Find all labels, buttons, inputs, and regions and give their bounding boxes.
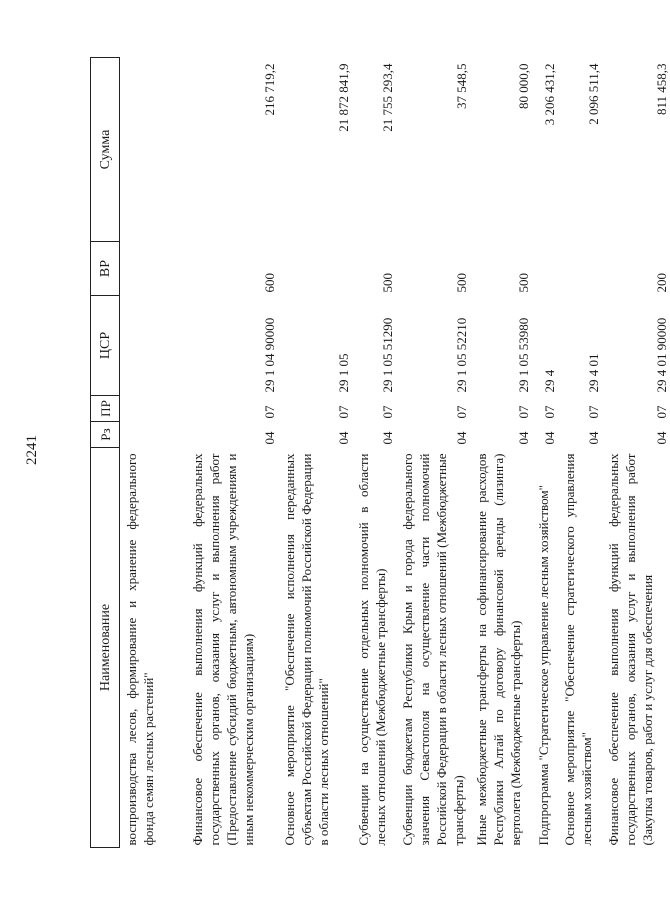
row-csr: 29 1 05 52210 [454,317,469,393]
row-sum: 3 206 431,2 [542,63,557,126]
row-vr [278,242,352,296]
row-pr: 07 [454,405,469,419]
row-rz: 04 [262,431,277,445]
row-sum [120,58,187,242]
row-sum: 37 548,5 [454,63,469,109]
row-csr: 29 4 01 90000 [654,317,669,393]
row-sum: 216 719,2 [262,63,277,116]
row-vr: 600 [262,273,277,293]
table-row [186,58,278,848]
row-name: Основное мероприятие "Обеспечение стратегического управления лесным хозяйством" [562,453,594,846]
table-row [396,58,470,848]
table-row [558,58,602,848]
page-number: 2241 [24,435,40,465]
row-sum: 811 458,3 [654,63,669,116]
table-header-row [91,58,120,848]
header-pr: ПР [91,396,120,422]
header-name: Наименование [91,448,120,848]
table-row [352,58,396,848]
row-csr: 29 4 [542,369,557,393]
budget-table [90,57,670,848]
row-rz: 04 [654,431,669,445]
rotated-page [90,58,669,848]
row-rz [120,422,187,448]
row-vr: 500 [380,273,395,293]
table-row [602,58,670,848]
row-pr: 07 [516,405,531,419]
header-csr: ЦСР [91,296,120,396]
row-sum: 21 755 293,4 [380,63,395,132]
row-pr: 07 [542,405,557,419]
row-rz: 04 [586,431,601,445]
row-name: Финансовое обеспечение выполнения функций федеральных государственных органов, оказания услуг и выполнения работ (Закупка товаров, работ и услуг для обеспечения [606,453,655,846]
row-csr: 29 1 04 90000 [262,317,277,393]
row-pr: 07 [336,405,351,419]
row-sum: 2 096 511,4 [586,63,601,125]
row-csr [120,296,187,396]
row-name: Основное мероприятие "Обеспечение исполнения переданных субъектам Российской Федерации полномочий Российской Федерации в области лесных отношений" [282,453,331,846]
header-sum: Сумма [91,58,120,242]
row-pr: 07 [586,405,601,419]
row-rz: 04 [542,431,557,445]
row-rz: 04 [336,431,351,445]
row-pr [120,396,187,422]
row-csr: 29 1 05 51290 [380,317,395,393]
row-name: Финансовое обеспечение выполнения функций федеральных государственных органов, оказания услуг и выполнения работ (Предоставление субсидий бюджетным, автономным учреждениям и иным некоммерческим организациям) [190,453,256,846]
row-rz: 04 [516,431,531,445]
row-vr: 500 [516,273,531,293]
table-row [470,58,532,848]
row-vr [120,242,187,296]
row-vr [558,242,602,296]
table-row [120,58,187,848]
table-row [532,58,558,848]
row-rz: 04 [454,431,469,445]
row-name: Субвенции бюджетам Республики Крым и города федерального значения Севастополя на осуществление части полномочий Российской Федерации в области лесных отношений (Межбюджетные трансферты) [400,453,466,846]
row-csr: 29 4 01 [586,353,601,393]
row-csr: 29 1 05 [336,353,351,393]
row-pr: 07 [654,405,669,419]
header-vr: ВР [91,242,120,296]
header-rz: Рз [91,422,120,448]
row-name: Подпрограмма "Стратегическое управление лесным хозяйством" [536,485,551,846]
row-name: воспроизводства лесов, формирование и хранение федерального фонда семян лесных растений" [124,453,156,846]
row-pr: 07 [262,405,277,419]
table-row [278,58,352,848]
row-rz: 04 [380,431,395,445]
row-name: Иные межбюджетные трансферты на софинансирование расходов Республики Алтай по договору финансовой аренды (лизинга) вертолета (Межбюджетные трансферты) [474,453,523,846]
row-csr: 29 1 05 53980 [516,317,531,393]
row-name: Субвенции на осуществление отдельных полномочий в области лесных отношений (Межбюджетные трансферты) [356,453,388,846]
row-vr: 200 [654,273,669,293]
row-sum: 80 000,0 [516,63,531,109]
row-sum: 21 872 841,9 [336,63,351,132]
row-vr [532,242,558,296]
row-vr: 500 [454,273,469,293]
row-pr: 07 [380,405,395,419]
